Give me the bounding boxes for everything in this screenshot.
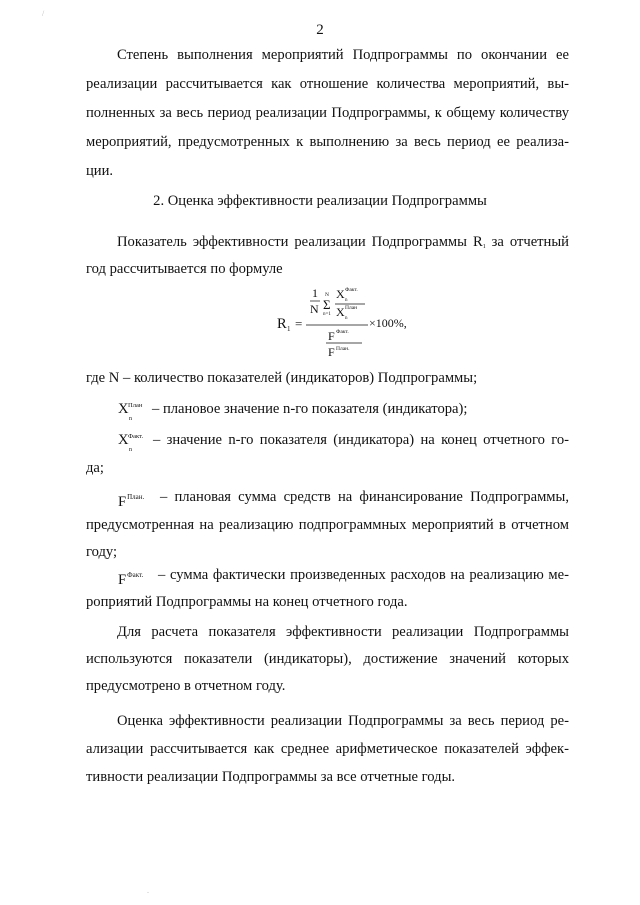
x-plan: X bbox=[336, 305, 345, 319]
x-plan-sup: План bbox=[345, 305, 358, 311]
f-fact-symbol: $F^{Факт.}$ bbox=[118, 571, 144, 588]
formula-lhs-sub: 1 bbox=[287, 325, 291, 333]
formula-r1 bbox=[270, 280, 420, 360]
formula-equals: = bbox=[295, 316, 303, 331]
text-line: ции. bbox=[86, 163, 114, 179]
text-line: Для расчета показателя эффективности реализации Подпрограммы bbox=[117, 624, 569, 640]
x-fact: X bbox=[336, 287, 345, 301]
text-line: тивности реализации Подпрограммы за все отчетные годы. bbox=[86, 769, 456, 785]
text-line: роприятий Подпрограммы на конец отчетного года. bbox=[86, 594, 408, 610]
formula-lhs: R bbox=[277, 316, 287, 332]
text-line: Показатель эффективности реализации Подпрограммы $R_1$ за отчетный bbox=[117, 234, 569, 250]
text-line: год рассчитывается по формуле bbox=[86, 261, 283, 277]
text-line: году; bbox=[86, 544, 118, 560]
text-line: полненных за весь период реализации Подпрограммы, к общему количеству bbox=[86, 105, 569, 121]
x-plan-symbol: X План n bbox=[118, 401, 143, 422]
sum-lower-limit: n=1 bbox=[323, 312, 331, 317]
definition-x-plan: – плановое значение n-го показателя (индикатора); bbox=[152, 401, 468, 417]
definition-f-fact: – сумма фактически произведенных расходов на реализацию ме- bbox=[158, 567, 569, 583]
text-line: реализации рассчитывается как отношение количества мероприятий, вы- bbox=[86, 76, 569, 92]
text-line: предусмотрено в отчетном году. bbox=[86, 678, 286, 694]
definition-n: где N – количество показателей (индикаторов) Подпрограммы; bbox=[86, 370, 478, 386]
text-line: Степень выполнения мероприятий Подпрограммы по окончании ее bbox=[117, 47, 569, 63]
definition-f-plan: – плановая сумма средств на финансирование Подпрограммы, bbox=[160, 489, 569, 505]
text-line: мероприятий, предусмотренных к выполнению за весь период ее реализа- bbox=[86, 134, 569, 150]
definition-x-fact: – значение n-го показателя (индикатора) на конец отчетного го- bbox=[153, 432, 569, 448]
scan-speck: . bbox=[147, 886, 149, 895]
f-fact-sup: Факт. bbox=[336, 329, 349, 335]
formula-N: N bbox=[310, 302, 319, 316]
times-100-percent: ×100%, bbox=[369, 316, 407, 330]
sum-upper-limit: N bbox=[325, 292, 329, 298]
f-plan: F bbox=[328, 345, 335, 359]
x-fact-symbol: X Факт. n bbox=[118, 432, 144, 453]
f-plan-sup: План. bbox=[336, 346, 350, 352]
page-number: 2 bbox=[316, 22, 324, 38]
scan-speck: / bbox=[42, 9, 45, 18]
x-plan-sub: n bbox=[345, 316, 348, 321]
sigma-symbol: Σ bbox=[323, 297, 331, 312]
definition-x-fact-cont: да; bbox=[86, 460, 104, 476]
x-fact-sub: n bbox=[345, 298, 348, 303]
text-line: Оценка эффективности реализации Подпрограммы за весь период ре- bbox=[117, 713, 569, 729]
text-line: ализации рассчитывается как среднее арифметическое показателей эффек- bbox=[86, 741, 569, 757]
f-fact: F bbox=[328, 329, 335, 343]
formula-one: 1 bbox=[312, 286, 318, 300]
section-heading: 2. Оценка эффективности реализации Подпрограммы bbox=[153, 193, 487, 209]
text-line: предусмотренная на реализацию подпрограммных мероприятий в отчетном bbox=[86, 517, 569, 533]
text-line: используются показатели (индикаторы), достижение значений которых bbox=[86, 651, 569, 667]
x-fact-sup: Факт. bbox=[345, 287, 358, 293]
f-plan-symbol: $F^{План.}$ bbox=[118, 493, 145, 510]
